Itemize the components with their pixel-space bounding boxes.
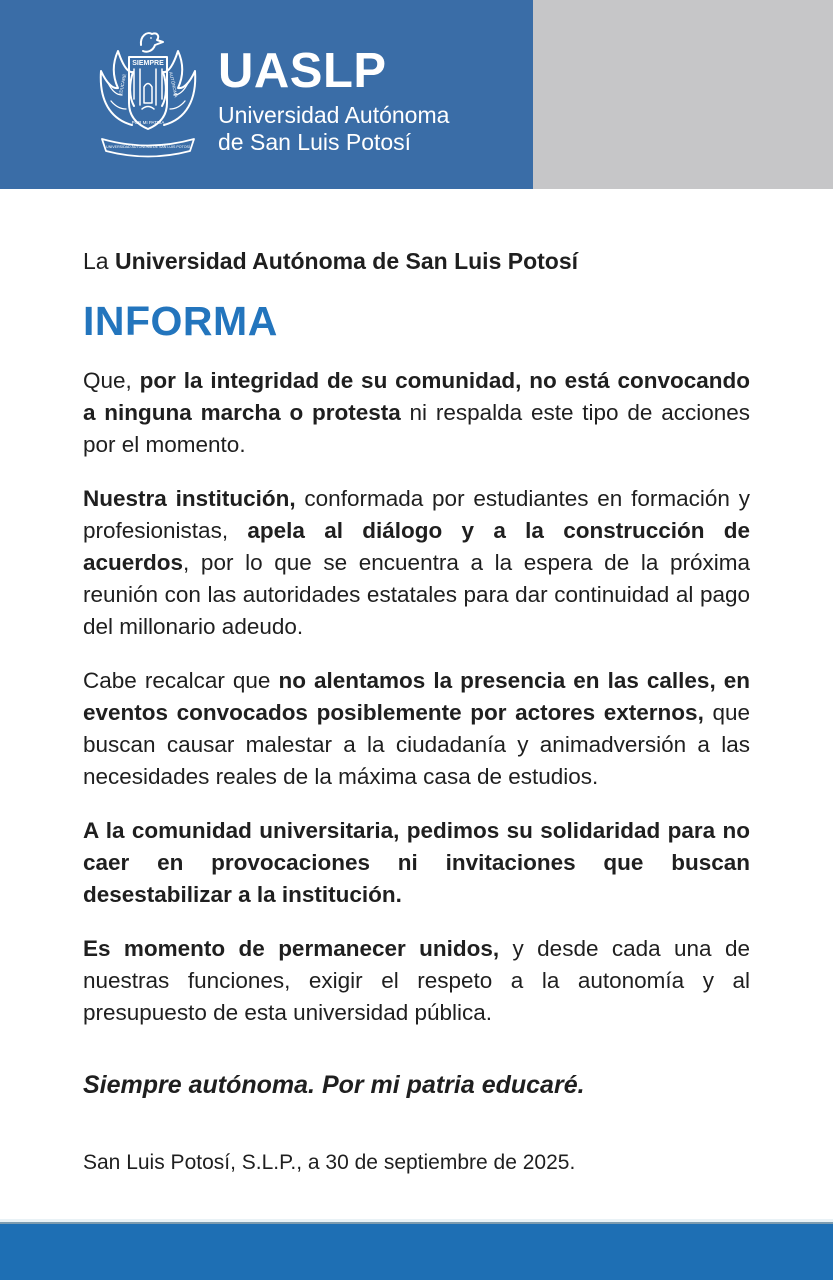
statement-paragraphs — [83, 365, 750, 1029]
uaslp-acronym: UASLP — [218, 44, 387, 98]
uaslp-subtitle-line1: Universidad Autónoma — [218, 102, 450, 128]
statement-paragraph: Es momento de permanecer unidos, y desde cada una de nuestras funciones, exigir el respeto a la autonomía y al presupuesto de esta universidad pública. — [83, 936, 750, 1025]
uaslp-coat-of-arms-icon — [86, 25, 210, 165]
emblem-word-bottom: POR MI PATRIA — [131, 119, 165, 125]
emblem-word-right: AUTÓNOMA — [168, 70, 179, 98]
statement-body — [0, 189, 833, 1177]
uaslp-subtitle-line2: de San Luis Potosí — [218, 129, 412, 155]
informa-heading: INFORMA — [83, 298, 278, 344]
statement-paragraph: Cabe recalcar que no alentamos la presencia en las calles, en eventos convocados posiblemente por actores externos, que buscan causar malestar a la ciudadanía y animadversión a las necesidades reales de la máxima casa de estudios. — [83, 668, 750, 789]
intro-university-name: Universidad Autónoma de San Luis Potosí — [114, 248, 579, 274]
dateline: San Luis Potosí, S.L.P., a 30 de septiembre de 2025. — [83, 1151, 576, 1174]
statement-paragraph: Nuestra institución, conformada por estudiantes en formación y profesionistas, apela al diálogo y a la construcción de acuerdos, por lo que se encuentra a la espera de la próxima reunión con las autoridades estatales para dar continuidad al pago del millonario adeudo. — [83, 486, 751, 639]
emblem-word-left: EDUCARÉ — [117, 72, 128, 96]
statement-paragraph: Que, por la integridad de su comunidad, no está convocando a ninguna marcha o protesta ni respalda este tipo de acciones por el momento. — [83, 368, 750, 457]
header-banner — [0, 0, 833, 189]
uaslp-subtitle — [218, 102, 449, 156]
intro-prefix: La — [83, 248, 115, 274]
intro-line — [83, 245, 750, 277]
header-gray-band — [533, 0, 833, 189]
university-motto: Siempre autónoma. Por mi patria educaré. — [83, 1071, 585, 1099]
statement-paragraph: A la comunidad universitaria, pedimos su solidaridad para no caer en provocaciones ni invitaciones que buscan desestabilizar a la institución. — [83, 818, 750, 907]
footer-blue-band — [0, 1222, 833, 1280]
uaslp-wordmark — [218, 44, 450, 156]
emblem-word-top: SIEMPRE — [132, 59, 164, 67]
header-blue-band — [0, 0, 533, 189]
emblem-ribbon-text: UNIVERSIDAD AUTÓNOMA DE SAN LUIS POTOSÍ — [106, 144, 190, 149]
